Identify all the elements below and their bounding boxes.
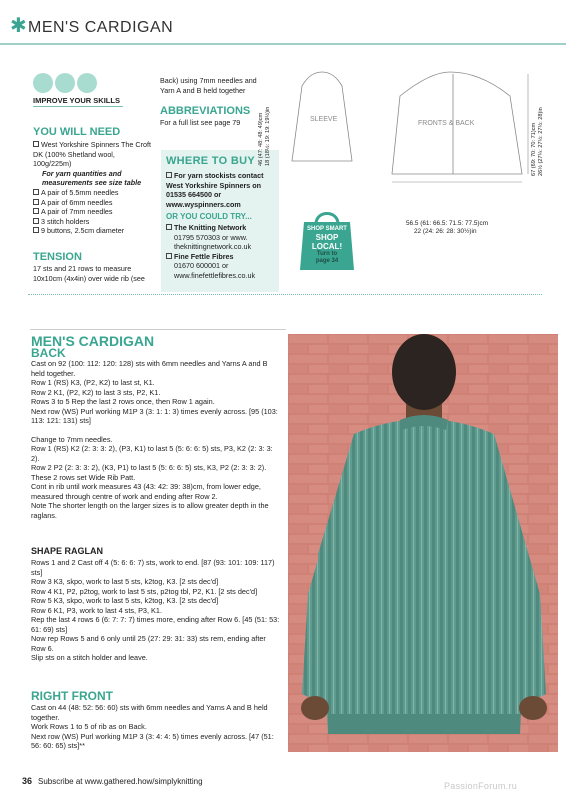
model-photo bbox=[288, 334, 558, 752]
yarn-note: For yarn quantities and measurements see size table bbox=[42, 168, 142, 188]
where-to-buy-text: For yarn stockists contact West Yorkshire Spinners on 01535 664500 or www.wyspinners.com bbox=[166, 171, 264, 209]
list-item: A pair of 6mm needles bbox=[33, 198, 155, 208]
badge-line: page 34 bbox=[315, 258, 339, 264]
you-will-need-heading: YOU WILL NEED bbox=[33, 126, 121, 138]
body-length: 67 (69: 70: 70: 71)cm 26½ (27¼: 27½: 27½: 28)in bbox=[531, 107, 544, 176]
instruction-line: These 2 rows set Wide Rib Patt. bbox=[31, 472, 136, 482]
instruction-line: Cast on 44 (48: 52: 56: 60) sts with 6mm needles and Yarns A and B held together. bbox=[31, 703, 268, 722]
list-item: A pair of 7mm needles bbox=[33, 207, 155, 217]
sleeve-label: SLEEVE bbox=[310, 116, 338, 123]
instruction-line: Row 3 K3, skpo, work to last 5 sts, k2tog, K3. [2 sts dec'd] bbox=[31, 577, 219, 586]
page-title: MEN'S CARDIGAN bbox=[28, 19, 174, 36]
back-heading: BACK bbox=[31, 346, 66, 360]
page-number: 36 bbox=[22, 776, 33, 786]
fronts-back-label: FRONTS & BACK bbox=[418, 120, 475, 127]
subscribe-text: Subscribe at www.gathered.how/simplyknitting bbox=[38, 777, 203, 786]
section-divider bbox=[28, 294, 542, 295]
pattern-title: MEN'S CARDIGAN bbox=[31, 333, 155, 349]
instruction-line: Rows 1 and 2 Cast off 4 (5: 6: 6: 7) sts, work to end. [87 (93: 101: 109: 117) sts] bbox=[31, 558, 275, 577]
instruction-line: Row 1 (RS) K2 (2: 3: 3: 2), (P3, K1) to last 5 (5: 6: 6: 5) sts, P3, K2 (2: 3: 3: 2). bbox=[31, 444, 273, 463]
instruction-line: Rep the last 4 rows 6 (6: 7: 7: 7) times more, ending after Row 6. [45 (51: 53: 61: 69) sts] bbox=[31, 615, 280, 634]
skills-label: IMPROVE YOUR SKILLS bbox=[33, 96, 120, 105]
stockist-list bbox=[166, 223, 276, 281]
instruction-line: Note The shorter length on the larger sizes is to allow greater depth in the raglans. bbox=[31, 501, 269, 520]
or-try-heading: OR YOU COULD TRY... bbox=[166, 212, 252, 221]
badge-line: LOCAL! bbox=[311, 242, 343, 251]
instruction-line: Work Rows 1 to 5 of rib as on Back. bbox=[31, 722, 147, 731]
checkbox-icon bbox=[33, 227, 39, 233]
checkbox-icon bbox=[33, 141, 39, 147]
list-item: The Knitting Network bbox=[166, 223, 276, 233]
right-front-instructions bbox=[31, 703, 281, 751]
instruction-line: Change to 7mm needles. bbox=[31, 434, 113, 444]
page-header bbox=[0, 0, 566, 46]
checkbox-icon bbox=[33, 189, 39, 195]
checkbox-icon bbox=[33, 218, 39, 224]
body-width: 56.5 (61: 66.5: 71.5: 77.5)cm 22 (24: 26: 28: 30½)in bbox=[406, 220, 489, 235]
instruction-line: Slip sts on a stitch holder and leave. bbox=[31, 653, 148, 662]
list-item: A pair of 5.5mm needles bbox=[33, 188, 155, 198]
checkbox-icon bbox=[33, 208, 39, 214]
right-front-heading: RIGHT FRONT bbox=[31, 689, 113, 703]
stockist-detail: 01670 600001 or www.finefettlefibres.co.uk bbox=[174, 261, 256, 280]
size-diagram bbox=[258, 66, 560, 246]
yarn-ball-icon bbox=[33, 73, 53, 93]
checkbox-icon bbox=[166, 253, 172, 259]
spacer bbox=[31, 426, 281, 435]
abbreviations-text: For a full list see page 79 bbox=[160, 118, 241, 127]
header-rule bbox=[0, 43, 566, 45]
badge-line: SHOP SMART bbox=[307, 226, 347, 232]
tension-continued: Back) using 7mm needles and Yarn A and B held together bbox=[160, 76, 257, 95]
instruction-line: Cast on 92 (100: 112: 120: 128) sts with 6mm needles and Yarns A and B held together. bbox=[31, 359, 268, 378]
photo-illustration bbox=[288, 334, 558, 752]
list-item: West Yorkshire Spinners The Croft DK (100% Shetland wool, 100g/225m) bbox=[33, 140, 151, 169]
instruction-line: Rows 3 to 5 Rep the last 2 rows once, then Row 1 again. bbox=[31, 397, 215, 406]
instruction-line: Row 2 K1, (P2, K2) to last 3 sts, P2, K1. bbox=[31, 387, 161, 397]
instruction-line: Now rep Rows 5 and 6 only until 25 (27: 29: 31: 33) sts rem, ending after Row 6. bbox=[31, 634, 266, 653]
instruction-line: Row 4 K1, P2, p2tog, work to last 5 sts, p2tog tbl, P2, K1. [2 sts dec'd] bbox=[31, 586, 258, 596]
instruction-line: Row 1 (RS) K3, (P2, K2) to last st, K1. bbox=[31, 378, 155, 387]
sleeve-length: 46 (47: 48: 48: 49)cm 18 (18½: 19: 19: 19½)in bbox=[258, 106, 271, 166]
abbreviations-heading: ABBREVIATIONS bbox=[160, 105, 251, 117]
page-footer bbox=[22, 776, 203, 786]
stockist-detail: 01795 570303 or www. theknittingnetwork.co.uk bbox=[174, 232, 252, 252]
list-item: Fine Fettle Fibres bbox=[166, 252, 276, 262]
checkbox-icon bbox=[166, 224, 172, 230]
instruction-line: Row 5 K3, skpo, work to last 5 sts, k2tog, K3. [2 sts dec'd] bbox=[31, 596, 219, 605]
yarn-ball-icon bbox=[77, 73, 97, 93]
list-item: 9 buttons, 2.5cm diameter bbox=[33, 226, 155, 236]
checkbox-icon bbox=[166, 172, 172, 178]
watermark: PassionForum.ru bbox=[444, 781, 518, 791]
instruction-line: Next row (WS) Purl working M1P 3 (3: 1: 1: 3) times evenly across. [95 (103: 113: 121: 131) sts] bbox=[31, 406, 278, 425]
badge-line: Turn to bbox=[316, 251, 338, 257]
pattern-rule bbox=[30, 329, 286, 330]
instruction-line: Row 2 P2 (2: 3: 3: 2), (K3, P1) to last 5 (5: 6: 6: 5) sts, K3, P2 (2: 3: 3: 2). bbox=[31, 463, 267, 472]
instruction-line: Next row (WS) Purl working M1P 3 (3: 4: 4: 5) times evenly across. [47 (51: 56: 60: 65) sts]** bbox=[31, 731, 274, 750]
raglan-instructions bbox=[31, 558, 281, 663]
garment-schematic bbox=[290, 66, 560, 246]
tension-heading: TENSION bbox=[33, 251, 82, 263]
back-instructions bbox=[31, 359, 281, 520]
skill-level-icon bbox=[33, 73, 123, 95]
list-item: 3 stitch holders bbox=[33, 217, 155, 227]
skills-rule bbox=[33, 106, 123, 107]
instruction-line: Row 6 K1, P3, work to last 4 sts, P3, K1. bbox=[31, 605, 162, 615]
shape-raglan-heading: SHAPE RAGLAN bbox=[31, 546, 104, 556]
asterisk-icon: ✱ bbox=[10, 15, 27, 37]
yarn-ball-icon bbox=[55, 73, 75, 93]
checkbox-icon bbox=[33, 199, 39, 205]
where-to-buy-heading: WHERE TO BUY bbox=[166, 155, 255, 167]
badge-line: SHOP bbox=[315, 233, 339, 242]
instruction-line: Cont in rib until work measures 43 (43: 42: 39: 38)cm, from lower edge, measured through centre of work and ending after Row 2. bbox=[31, 482, 261, 501]
tension-text: 17 sts and 21 rows to measure 10x10cm (4x4in) over wide rib (see bbox=[33, 264, 145, 283]
materials-list bbox=[33, 140, 155, 236]
